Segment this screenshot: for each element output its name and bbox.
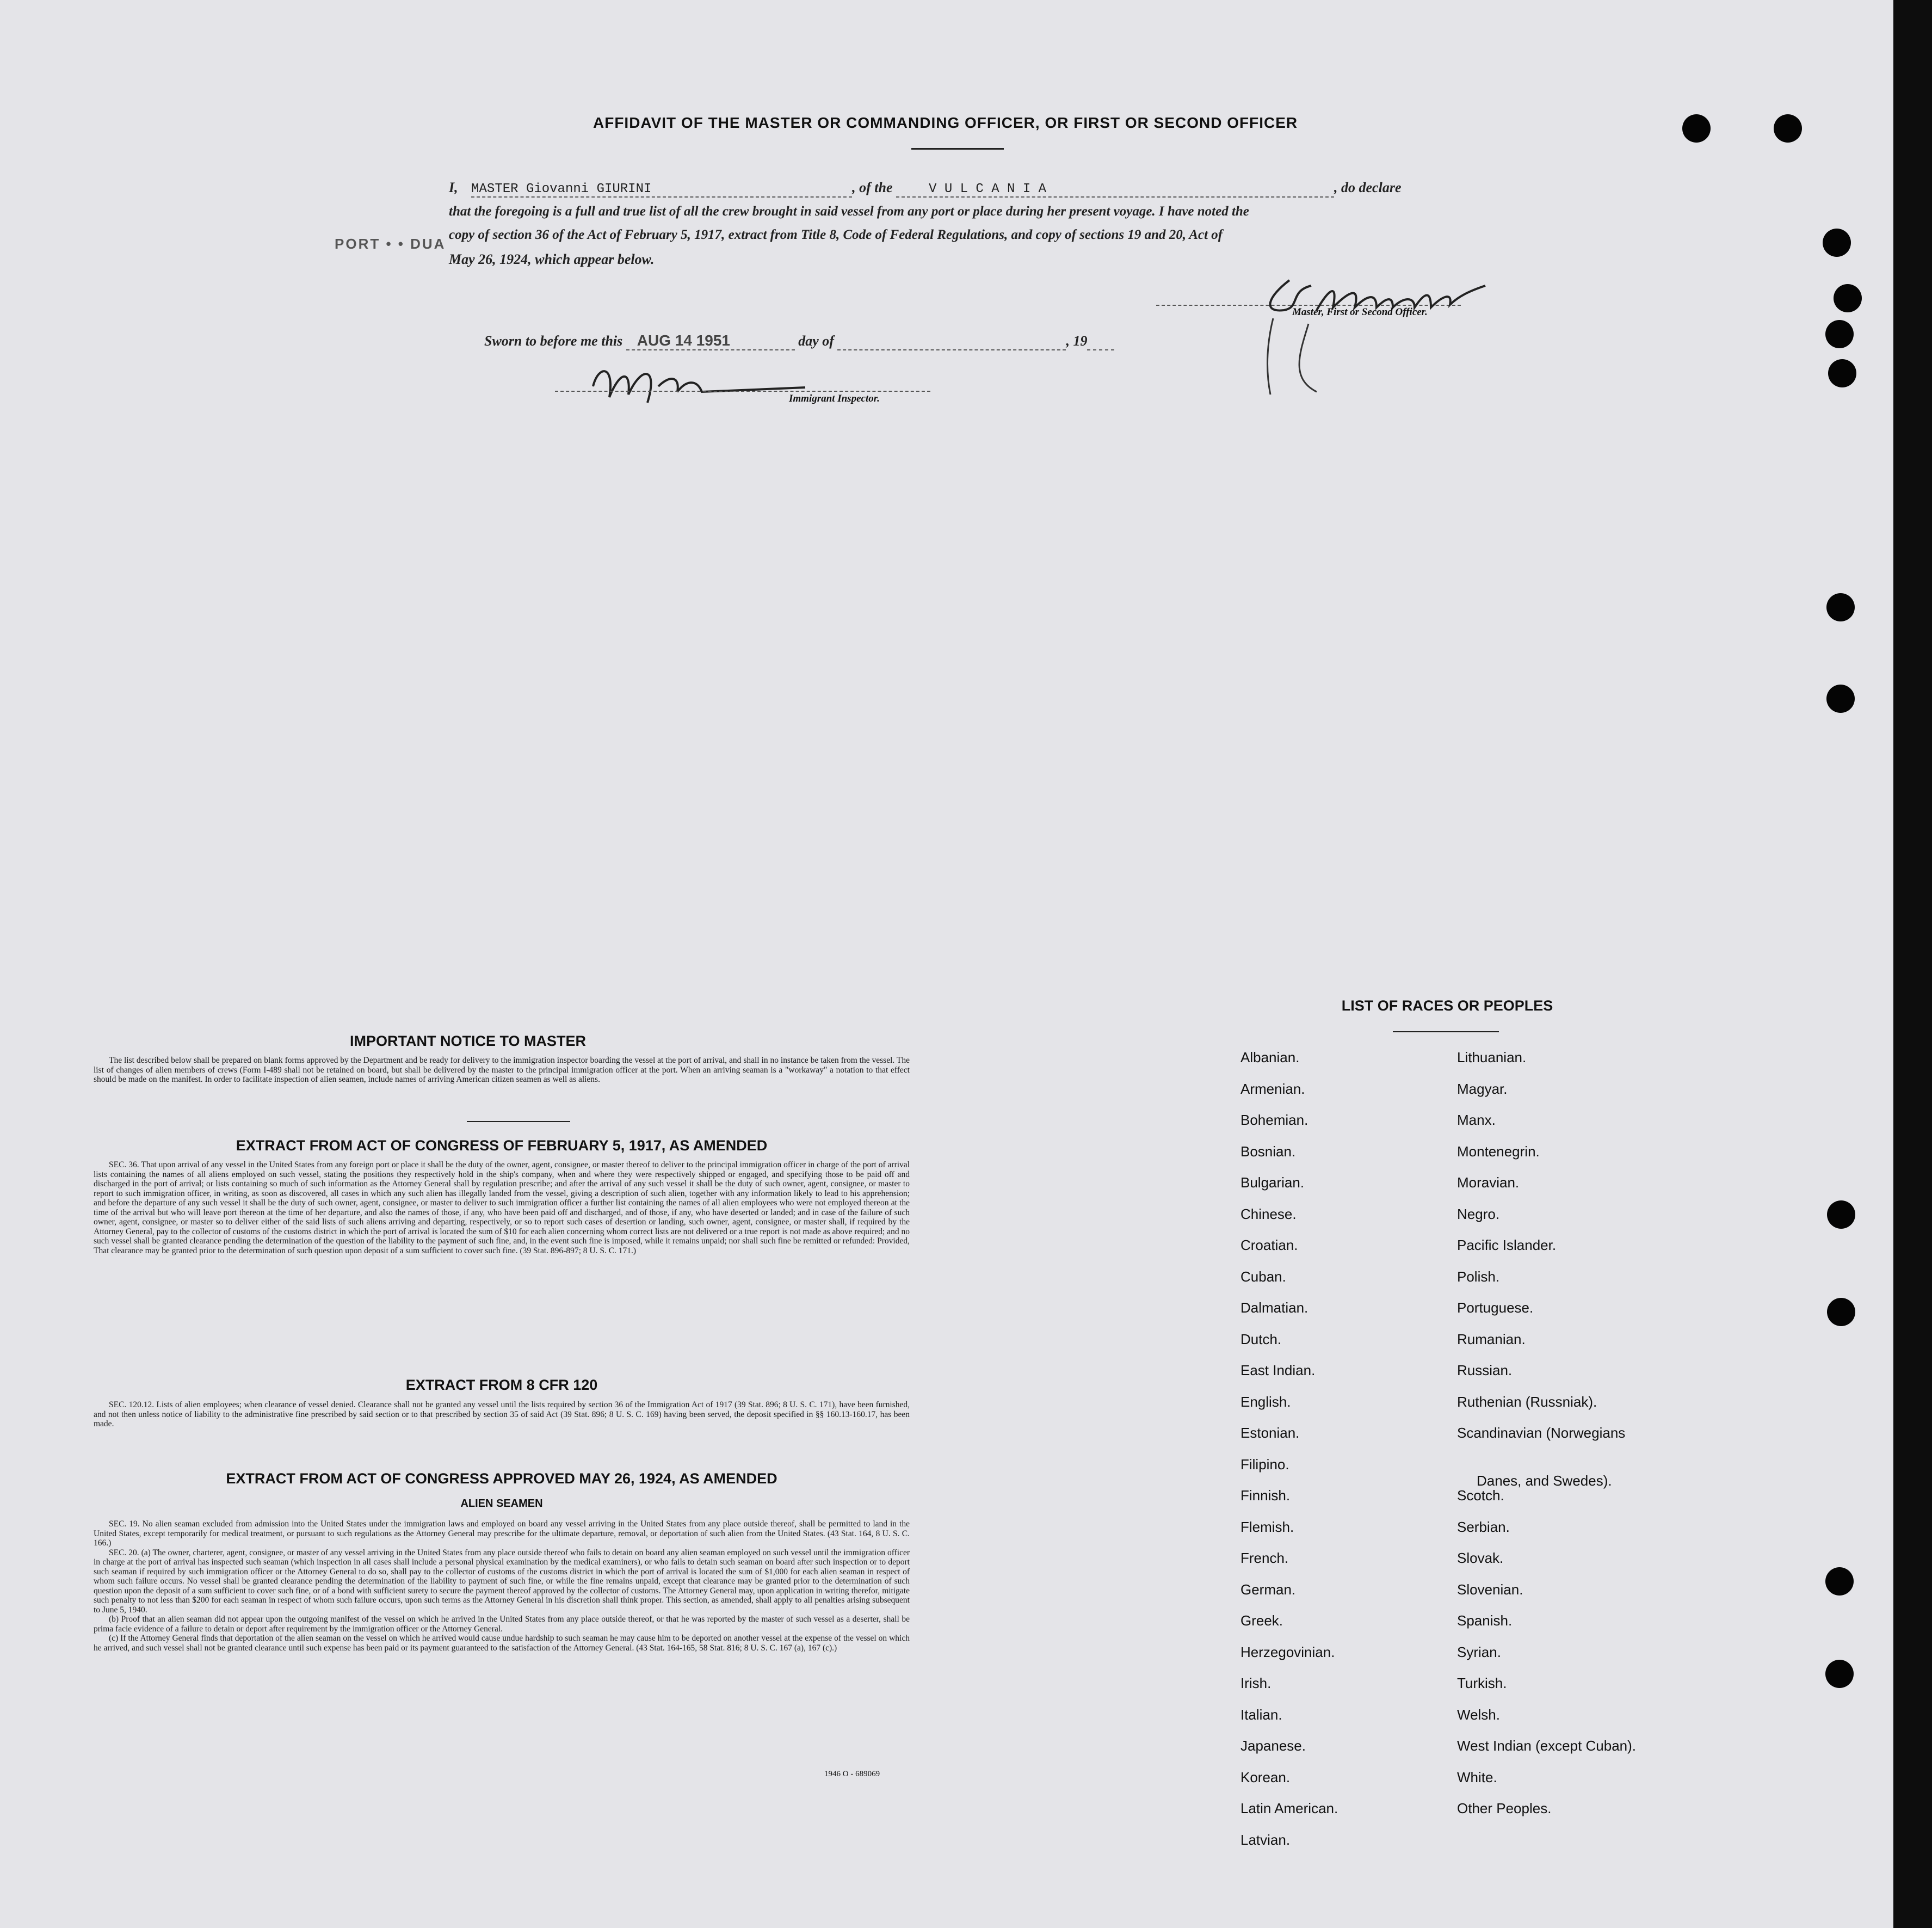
extract-1917-text — [94, 1160, 910, 1347]
race-item: Bosnian. — [1240, 1143, 1296, 1160]
race-item: Montenegrin. — [1457, 1143, 1540, 1160]
race-item: Syrian. — [1457, 1643, 1501, 1660]
title-rule — [911, 148, 1004, 150]
officer-signature — [1257, 258, 1496, 400]
officer-caption: Master, First or Second Officer. — [1292, 306, 1428, 318]
race-item: Danes, and Swedes). — [1477, 1472, 1612, 1489]
race-item: Greek. — [1240, 1612, 1283, 1629]
race-item: Estonian. — [1240, 1425, 1300, 1441]
race-item: Flemish. — [1240, 1518, 1294, 1535]
race-item: Magyar. — [1457, 1080, 1508, 1097]
sec-36-paragraph: SEC. 36. That upon arrival of any vessel in the United States from any foreign port or place it shall be the duty of the owner, agent, consignee, or master thereof to deliver to the principal immigration officer in charge of the port of arrival lists containing the names of all aliens employed on such vessel, stating the positions they respectively hold in the ship's company, when and where they were respectively shipped or engaged, and specifying those to be paid off and discharged in the port of arrival; or lists containing so much of such information as the Attorney General shall by regulation prescribe; and after the arrival of any such vessel it shall be the duty of such owner, agent, consignee, or master to report to such immigration officer, in writing, as soon as discovered, all cases in which any such alien has illegally landed from the vessel, giving a description of such alien, together with any information likely to lead to his apprehension; and before the departure of any such vessel it shall be the duty of such owner, agent, consignee, or master to deliver to such immigration officer a further list containing the names of all alien employees who were not employed thereon at the time of the arrival but who will leave port thereon at the time of her departure, and also the names of those, if any, who have been paid off and discharged, and of those, if any, who have deserted or landed; and in case of the failure of such owner, agent, consignee, or master so to deliver either of the said lists of such aliens arriving and departing, respectively, or so to report such cases of desertion or landing, such owner, agent, consignee, or master shall, if required by the Attorney General, pay to the collector of customs of the customs district in which the port of arrival is located the sum of $10 for each alien concerning whom correct lists are not delivered or a true report is not made as above required; and no such vessel shall be granted clearance pending the determination of the question of the liability to the payment of such fine, and, in the event such fine is imposed, while it remains unpaid; nor shall such fine be remitted or refunded: Provided, That clearance may be granted prior to the determination of such question upon deposit of a sum sufficient to cover such fine. (39 Stat. 896-897; 8 U. S. C. 171.) — [94, 1160, 910, 1255]
vessel-name: V U L C A N I A — [896, 182, 1334, 198]
race-item: Russian. — [1457, 1362, 1513, 1378]
margin-stamp: PORT • • DUA — [335, 236, 446, 252]
race-item: Slovenian. — [1457, 1581, 1523, 1598]
notice-text — [94, 1056, 910, 1117]
punch-hole — [1823, 229, 1851, 257]
punch-hole — [1828, 359, 1856, 387]
declaration-line-2: that the foregoing is a full and true list of all the crew brought in said vessel from any port or place during her present voyage. I have noted the — [449, 204, 1249, 219]
races-title-rule — [1393, 1031, 1499, 1032]
affidavit-title: AFFIDAVIT OF THE MASTER OR COMMANDING OFFICER, OR FIRST OR SECOND OFFICER — [593, 114, 1298, 131]
race-item: Other Peoples. — [1457, 1800, 1552, 1816]
race-item: Portuguese. — [1457, 1299, 1534, 1316]
punch-hole — [1827, 1298, 1855, 1326]
sec-20a-paragraph: SEC. 20. (a) The owner, charterer, agent, consignee, or master of any vessel arriving in the United States from any place outside thereof who fails to detain on board any alien seaman employed on such vessel until the immigration officer in charge at the port of arrival has inspected such seaman (which inspection in all cases shall include a personal physical examination by the medical examiners), or who fails to detain such seaman on board after such inspection or to deport such seaman if required by such immigration officer or the Attorney General to do so, shall pay to the collector of customs of the customs district in which the port of arrival is located the sum of $1,000 for each alien seaman in respect of whom such failure occurs. No vessel shall be granted clearance pending the determination of the liability to payment of such fine, or while the fine remains unpaid, except that clearance may be granted prior to the determination of such question upon the deposit of a sum sufficient to cover such fine, or of a bond with sufficient surety to secure the payment thereof approved by the collector of customs. The Attorney General may, upon application in writing therefor, mitigate such penalty to not less than $200 for each seaman in respect of whom such failure occurs, upon such terms as the Attorney General in his discretion shall think proper. This section, as amended, shall apply to all penalties arising subsequent to June 5, 1940. — [94, 1548, 910, 1615]
punch-hole — [1825, 320, 1854, 348]
notice-rule — [467, 1121, 570, 1122]
punch-hole — [1825, 1660, 1854, 1688]
punch-hole — [1834, 284, 1862, 312]
race-item: Pacific Islander. — [1457, 1237, 1557, 1253]
race-item: French. — [1240, 1550, 1289, 1566]
race-item: Negro. — [1457, 1205, 1500, 1222]
race-item: Armenian. — [1240, 1080, 1305, 1097]
race-item: Scandinavian (Norwegians — [1457, 1425, 1626, 1441]
notice-title: IMPORTANT NOTICE TO MASTER — [350, 1033, 586, 1049]
race-item: Dalmatian. — [1240, 1299, 1308, 1316]
race-item: Latvian. — [1240, 1831, 1291, 1848]
race-item: Herzegovinian. — [1240, 1643, 1335, 1660]
race-item: Chinese. — [1240, 1205, 1297, 1222]
sec-19-paragraph: SEC. 19. No alien seaman excluded from admission into the United States under the immigration laws and employed on board any vessel arriving in the United States from any place outside thereof, shall be permitted to land in the United States, except temporarily for medical treatment, or pursuant to such regulations as the Attorney General may prescribe for the ultimate departure, removal, or deportation of such alien from the United States. (43 Stat. 164, 8 U. S. C. 166.) — [94, 1519, 910, 1548]
race-item: Korean. — [1240, 1769, 1291, 1785]
race-item: Turkish. — [1457, 1675, 1507, 1691]
extract-1924-text — [94, 1519, 910, 1761]
race-item: Irish. — [1240, 1675, 1271, 1691]
sec-20b-paragraph: (b) Proof that an alien seaman did not appear upon the outgoing manifest of the vessel on which he arrived in the United States from any place outside thereof, or that he was reported by the master of such vessel as a deserter, shall be prima facie evidence of a failure to detain or deport after requirement by the immigration officer or the Attorney General. — [94, 1615, 910, 1634]
race-item: White. — [1457, 1769, 1497, 1785]
year-prefix: , 19 — [1066, 333, 1088, 349]
race-item: Slovak. — [1457, 1550, 1504, 1566]
day-of-label: day of — [798, 333, 834, 349]
race-item: Albanian. — [1240, 1049, 1300, 1065]
extract-1924-title: EXTRACT FROM ACT OF CONGRESS APPROVED MAY 26, 1924, AS AMENDED — [226, 1470, 777, 1487]
race-item: Bohemian. — [1240, 1112, 1308, 1128]
punch-hole — [1682, 114, 1711, 143]
race-item: German. — [1240, 1581, 1296, 1598]
race-item: Serbian. — [1457, 1518, 1510, 1535]
of-the-label: , of the — [852, 180, 893, 195]
race-item: Scotch. — [1457, 1487, 1504, 1504]
print-code: 1946 O - 689069 — [824, 1770, 880, 1778]
declaration-line-4: May 26, 1924, which appear below. — [449, 251, 655, 267]
race-item: Polish. — [1457, 1268, 1500, 1285]
punch-hole — [1826, 593, 1855, 621]
do-declare-label: , do declare — [1334, 180, 1402, 195]
race-item: Dutch. — [1240, 1330, 1282, 1347]
race-item: Rumanian. — [1457, 1330, 1526, 1347]
race-item: Moravian. — [1457, 1174, 1520, 1191]
punch-hole — [1826, 685, 1855, 713]
race-item: Lithuanian. — [1457, 1049, 1527, 1065]
race-item: Filipino. — [1240, 1456, 1289, 1473]
punch-hole — [1825, 1567, 1854, 1596]
sec-120-12-paragraph: SEC. 120.12. Lists of alien employees; when clearance of vessel denied. Clearance shall not be granted any vessel until the lists required by section 36 of the Immigration Act of 1917 (39 Stat. 896; 8 U. S. C. 171), have been furnished, and not then unless notice of liability to the administrative fine prescribed by said section or to that prescribed by section 35 of said Act (39 Stat. 896; 8 U. S. C. 169) having been served, the deposit specified in §§ 160.13-160.17, has been made. — [94, 1400, 910, 1428]
i-prefix: I, — [449, 180, 458, 195]
sworn-prefix: Sworn to before me this — [484, 333, 623, 349]
declaration-line-3: copy of section 36 of the Act of February 5, 1917, extract from Title 8, Code of Federal Regulations, and copy of sections 19 and 20, Act of — [449, 227, 1223, 242]
extract-1917-title: EXTRACT FROM ACT OF CONGRESS OF FEBRUARY 5, 1917, AS AMENDED — [236, 1137, 768, 1154]
races-title: LIST OF RACES OR PEOPLES — [1341, 997, 1553, 1014]
race-item: West Indian (except Cuban). — [1457, 1738, 1637, 1754]
race-item: Italian. — [1240, 1706, 1282, 1723]
sworn-date: AUG 14 1951 — [626, 332, 795, 350]
race-item: Welsh. — [1457, 1706, 1500, 1723]
month-blank — [837, 333, 1066, 350]
punch-hole — [1774, 114, 1802, 143]
inspector-signature-line — [555, 391, 930, 392]
race-item: Latin American. — [1240, 1800, 1338, 1816]
race-item: East Indian. — [1240, 1362, 1316, 1378]
race-item: English. — [1240, 1393, 1291, 1410]
sworn-line — [484, 332, 1114, 350]
race-item: Bulgarian. — [1240, 1174, 1305, 1191]
inspector-signature — [577, 354, 827, 419]
notice-paragraph: The list described below shall be prepared on blank forms approved by the Department and be ready for delivery to the immigration inspector boarding the vessel at the port of arrival, and shall in no instance be taken from the vessel. The list of changes of alien members of crews (Form I-489 shall not be retained on board, but shall be delivered by the master to the principal immigration officer at the port. When an arriving seaman is a "workaway" a notation to that effect should be made on the manifest. In order to facilitate inspection of alien seamen, include names of arriving American citizen seamen as well as aliens. — [94, 1056, 910, 1084]
race-item: Japanese. — [1240, 1738, 1306, 1754]
race-item: Spanish. — [1457, 1612, 1513, 1629]
race-item: Finnish. — [1240, 1487, 1291, 1504]
extract-cfr-text — [94, 1400, 910, 1439]
race-item: Manx. — [1457, 1112, 1496, 1128]
declaration-line-1 — [449, 180, 1401, 198]
master-name: MASTER Giovanni GIURINI — [471, 182, 852, 198]
alien-seamen-subtitle: ALIEN SEAMEN — [460, 1498, 543, 1510]
extract-cfr-title: EXTRACT FROM 8 CFR 120 — [405, 1377, 598, 1393]
race-item: Croatian. — [1240, 1237, 1298, 1253]
year-blank — [1087, 333, 1114, 350]
race-item: Ruthenian (Russniak). — [1457, 1393, 1597, 1410]
inspector-caption: Immigrant Inspector. — [789, 393, 880, 404]
race-item: Cuban. — [1240, 1268, 1286, 1285]
sec-20c-paragraph: (c) If the Attorney General finds that deportation of the alien seaman on the vessel on which he arrived would cause undue hardship to such seaman he may cause him to be deported on another vessel at the expense of the vessel on which he arrived, and such vessel shall not be granted clearance until such expense has been paid or its payment guaranteed to the satisfaction of the Attorney General. (43 Stat. 164-165, 58 Stat. 816; 8 U. S. C. 167 (a), 167 (c).) — [94, 1634, 910, 1653]
punch-hole — [1827, 1200, 1855, 1229]
scan-edge — [1893, 0, 1932, 1928]
